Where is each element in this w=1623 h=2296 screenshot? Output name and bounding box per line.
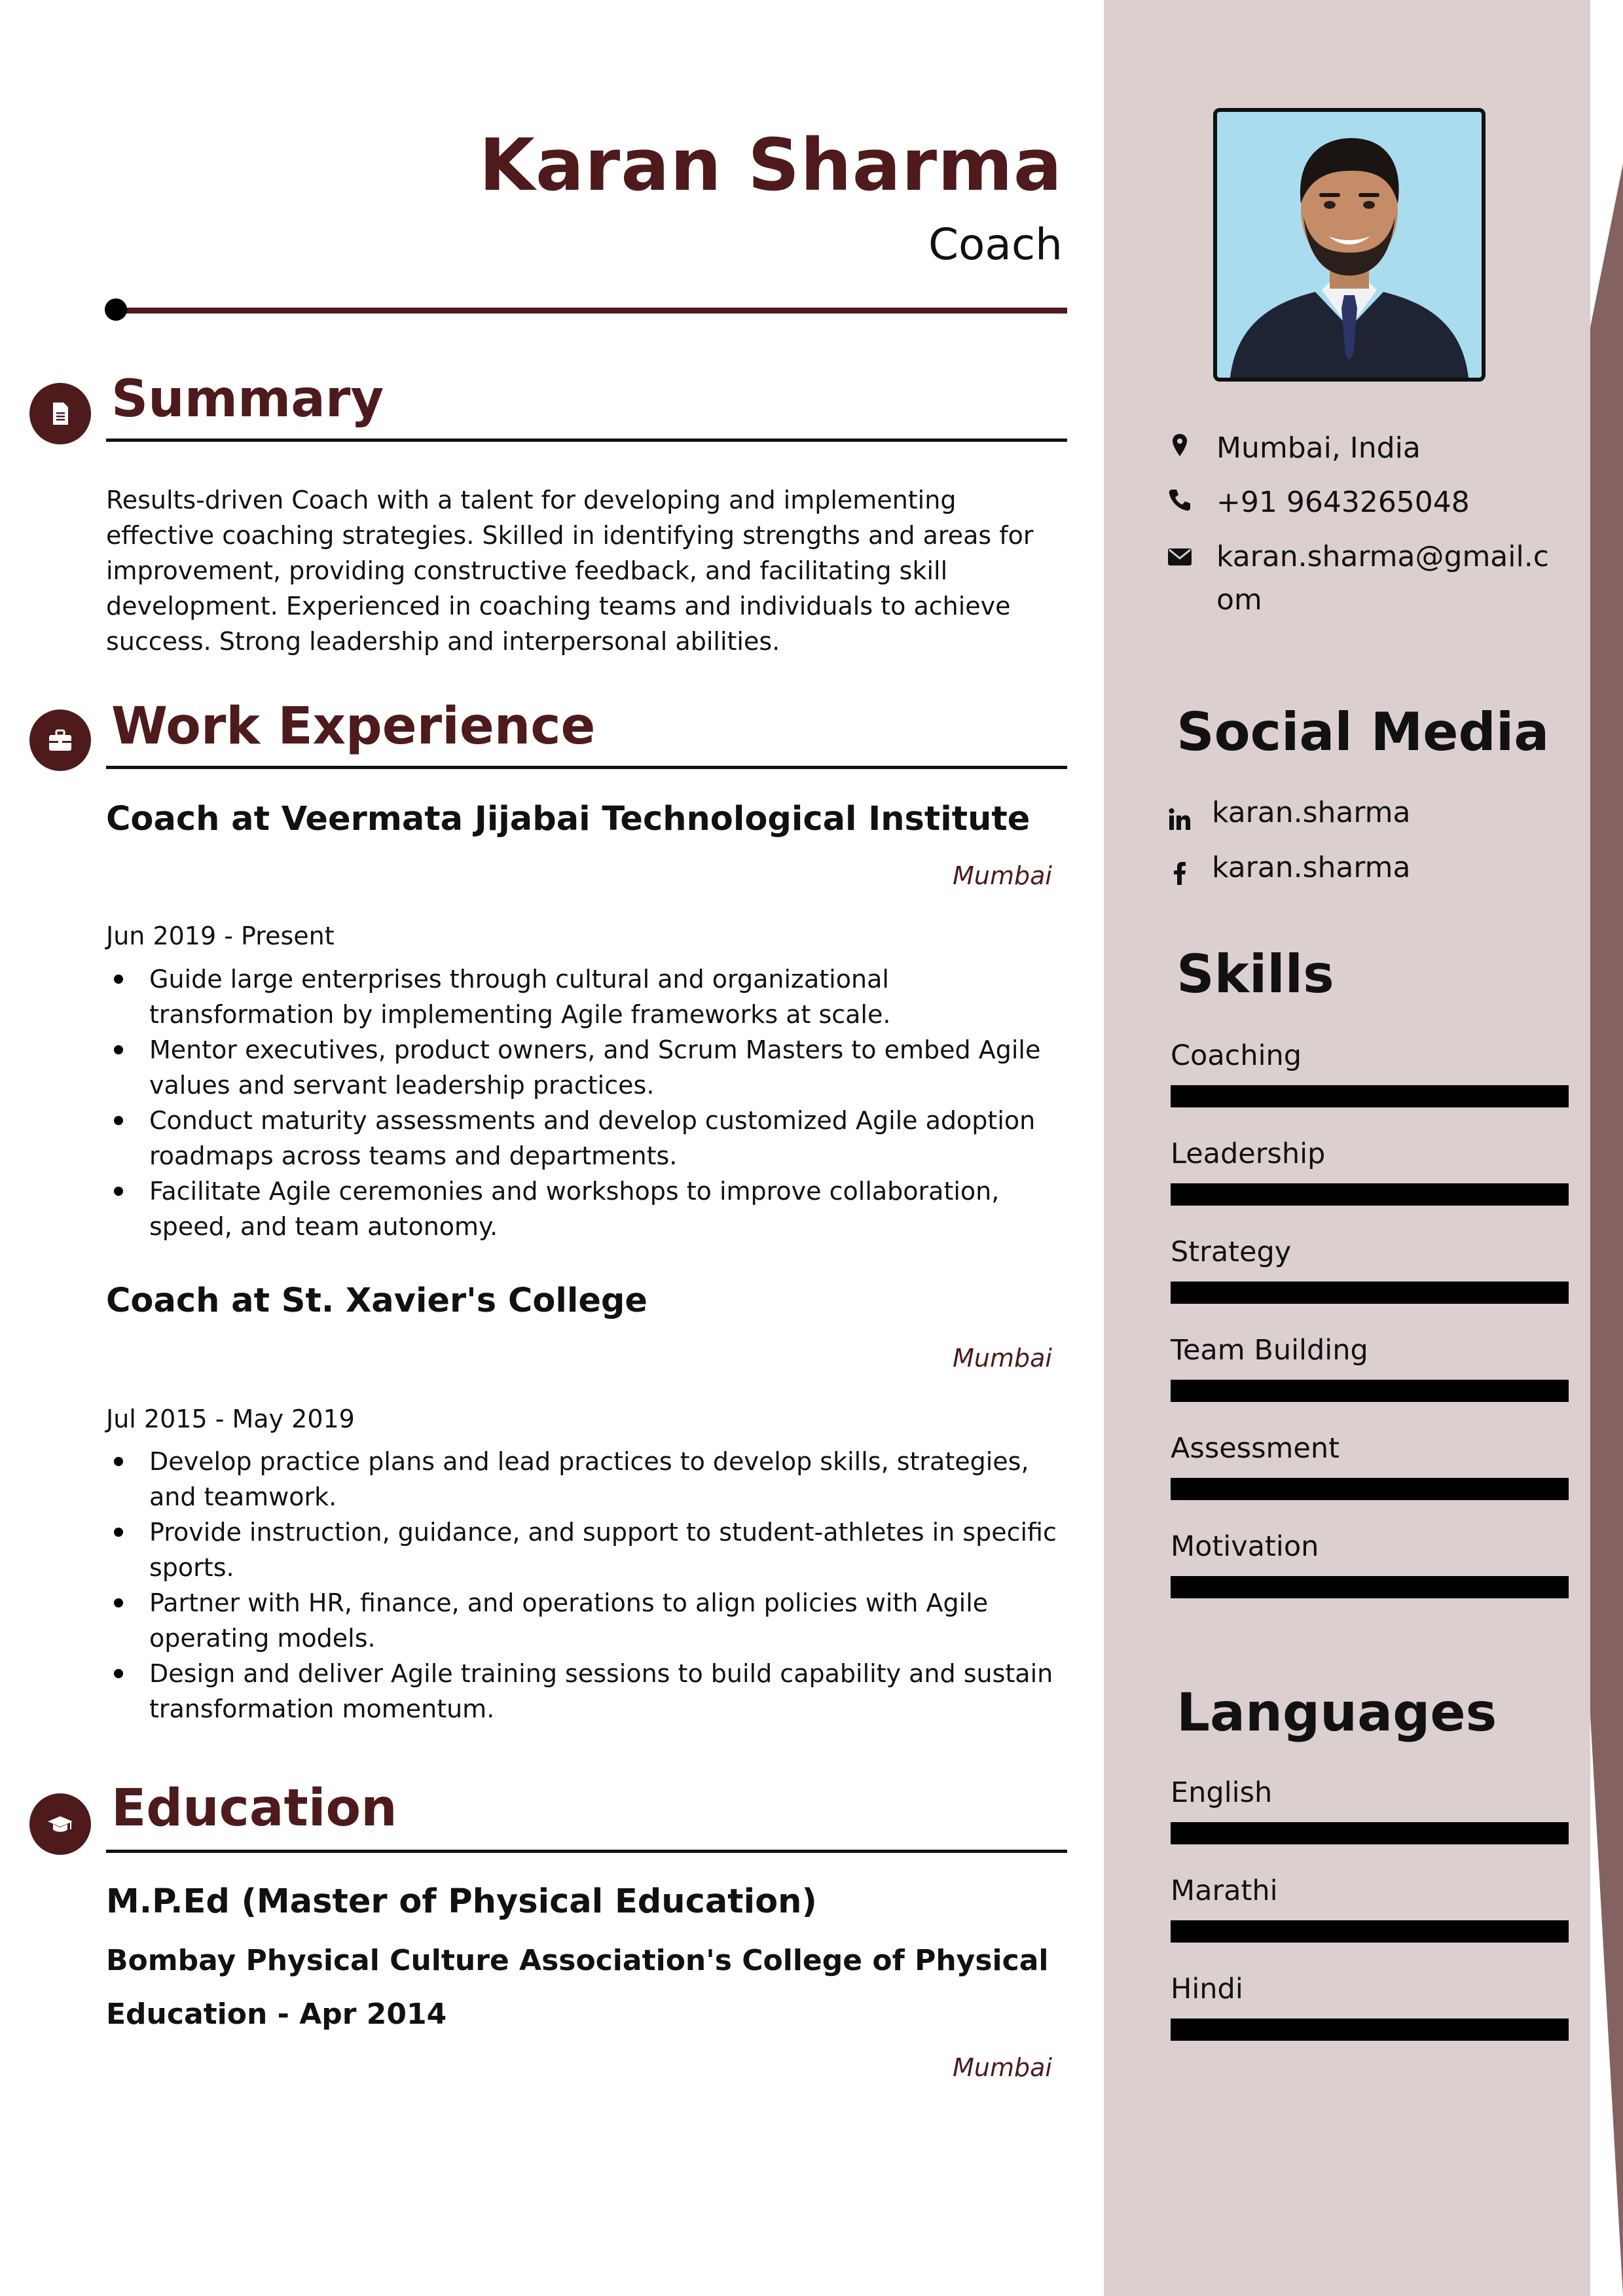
skill-level-fill	[1171, 1380, 1569, 1402]
job-location: Mumbai	[953, 1344, 1052, 1372]
skill-label: Strategy	[1171, 1236, 1292, 1268]
languages-heading: Languages	[1176, 1682, 1497, 1743]
job-bullet: Mentor executives, product owners, and Scrum Masters to embed Agile values and servant leadership practices.	[106, 1032, 1068, 1103]
job-title: Coach at Veermata Jijabai Technological Institute	[106, 800, 1030, 838]
skill-label: Leadership	[1171, 1138, 1326, 1170]
experience-heading: Work Experience	[111, 697, 596, 756]
sidebar-edge-decoration	[1590, 0, 1623, 2296]
job-bullet: Design and deliver Agile training sessions to build capability and sustain transformation momentum.	[106, 1656, 1068, 1727]
candidate-name: Karan Sharma	[479, 123, 1063, 207]
skill-level-fill	[1171, 1183, 1569, 1206]
education-school: Bombay Physical Culture Association's College of Physical Education - Apr 2014	[106, 1944, 1049, 2031]
language-level-bar	[1171, 2018, 1569, 2041]
language-label: Hindi	[1171, 1973, 1243, 2005]
profile-photo	[1213, 108, 1486, 382]
job-bullet-list	[106, 961, 1068, 1244]
education-location: Mumbai	[953, 2053, 1052, 2082]
language-level-bar	[1171, 1822, 1569, 1844]
job-bullet-list	[106, 1444, 1068, 1727]
skills-heading: Skills	[1176, 944, 1334, 1005]
job-bullet: Provide instruction, guidance, and support to student-athletes in specific sports.	[106, 1515, 1068, 1585]
skill-level-fill	[1171, 1085, 1569, 1107]
social-heading: Social Media	[1176, 702, 1550, 762]
contact-location: Mumbai, India	[1216, 431, 1421, 465]
job-bullet: Partner with HR, finance, and operations to align policies with Agile operating models.	[106, 1585, 1068, 1656]
linkedin-icon	[1167, 806, 1193, 833]
facebook-handle[interactable]: karan.sharma	[1212, 851, 1411, 884]
job-bullet: Facilitate Agile ceremonies and workshops to improve collaboration, speed, and team autonomy.	[106, 1174, 1068, 1244]
header-divider-dot	[105, 298, 127, 321]
skill-label: Coaching	[1171, 1039, 1302, 1072]
language-label: English	[1171, 1776, 1273, 1809]
graduation-cap-icon	[29, 1793, 91, 1855]
contact-email: karan.sharma@gmail.com	[1216, 540, 1549, 617]
skill-level-bar	[1171, 1282, 1569, 1304]
phone-icon	[1167, 487, 1193, 513]
job-bullet: Conduct maturity assessments and develop customized Agile adoption roadmaps across teams and departments.	[106, 1103, 1068, 1174]
contact-phone: +91 9643265048	[1216, 486, 1470, 519]
summary-text: Results-driven Coach with a talent for developing and implementing effective coaching strategies. Skilled in identifying strengths and areas for improvement, providing constructive feedback, and facilitating skill development. Experienced in coaching teams and individuals to achieve success. Strong leadership and interpersonal abilities.	[106, 486, 1034, 656]
skill-level-fill	[1171, 1478, 1569, 1500]
skill-label: Assessment	[1171, 1432, 1340, 1465]
skill-level-bar	[1171, 1478, 1569, 1500]
candidate-role: Coach	[928, 219, 1063, 270]
header-divider	[117, 308, 1067, 314]
skill-level-fill	[1171, 1282, 1569, 1304]
skill-level-fill	[1171, 1576, 1569, 1598]
skill-level-bar	[1171, 1183, 1569, 1206]
skill-level-bar	[1171, 1576, 1569, 1598]
job-dates: Jun 2019 - Present	[106, 922, 335, 950]
briefcase-icon	[29, 709, 91, 771]
skill-label: Motivation	[1171, 1530, 1319, 1563]
education-heading: Education	[111, 1779, 397, 1838]
document-icon	[29, 383, 91, 444]
job-bullet: Develop practice plans and lead practices to develop skills, strategies, and teamwork.	[106, 1444, 1068, 1515]
summary-rule	[106, 439, 1067, 442]
language-level-fill	[1171, 1920, 1569, 1943]
email-icon	[1167, 543, 1193, 569]
job-location: Mumbai	[953, 861, 1052, 890]
skill-level-bar	[1171, 1380, 1569, 1402]
location-pin-icon	[1167, 432, 1193, 458]
education-degree: M.P.Ed (Master of Physical Education)	[106, 1882, 817, 1921]
experience-rule	[106, 766, 1067, 769]
language-level-fill	[1171, 2018, 1569, 2041]
language-label: Marathi	[1171, 1874, 1278, 1907]
job-bullet: Guide large enterprises through cultural and organizational transformation by implementing Agile frameworks at scale.	[106, 961, 1068, 1032]
language-level-fill	[1171, 1822, 1569, 1844]
job-title: Coach at St. Xavier's College	[106, 1282, 648, 1320]
job-dates: Jul 2015 - May 2019	[106, 1405, 355, 1433]
linkedin-handle[interactable]: karan.sharma	[1212, 796, 1411, 829]
language-level-bar	[1171, 1920, 1569, 1943]
education-rule	[106, 1850, 1067, 1853]
skill-level-bar	[1171, 1085, 1569, 1107]
facebook-icon	[1167, 860, 1193, 886]
skill-label: Team Building	[1171, 1334, 1368, 1367]
summary-heading: Summary	[111, 370, 384, 429]
